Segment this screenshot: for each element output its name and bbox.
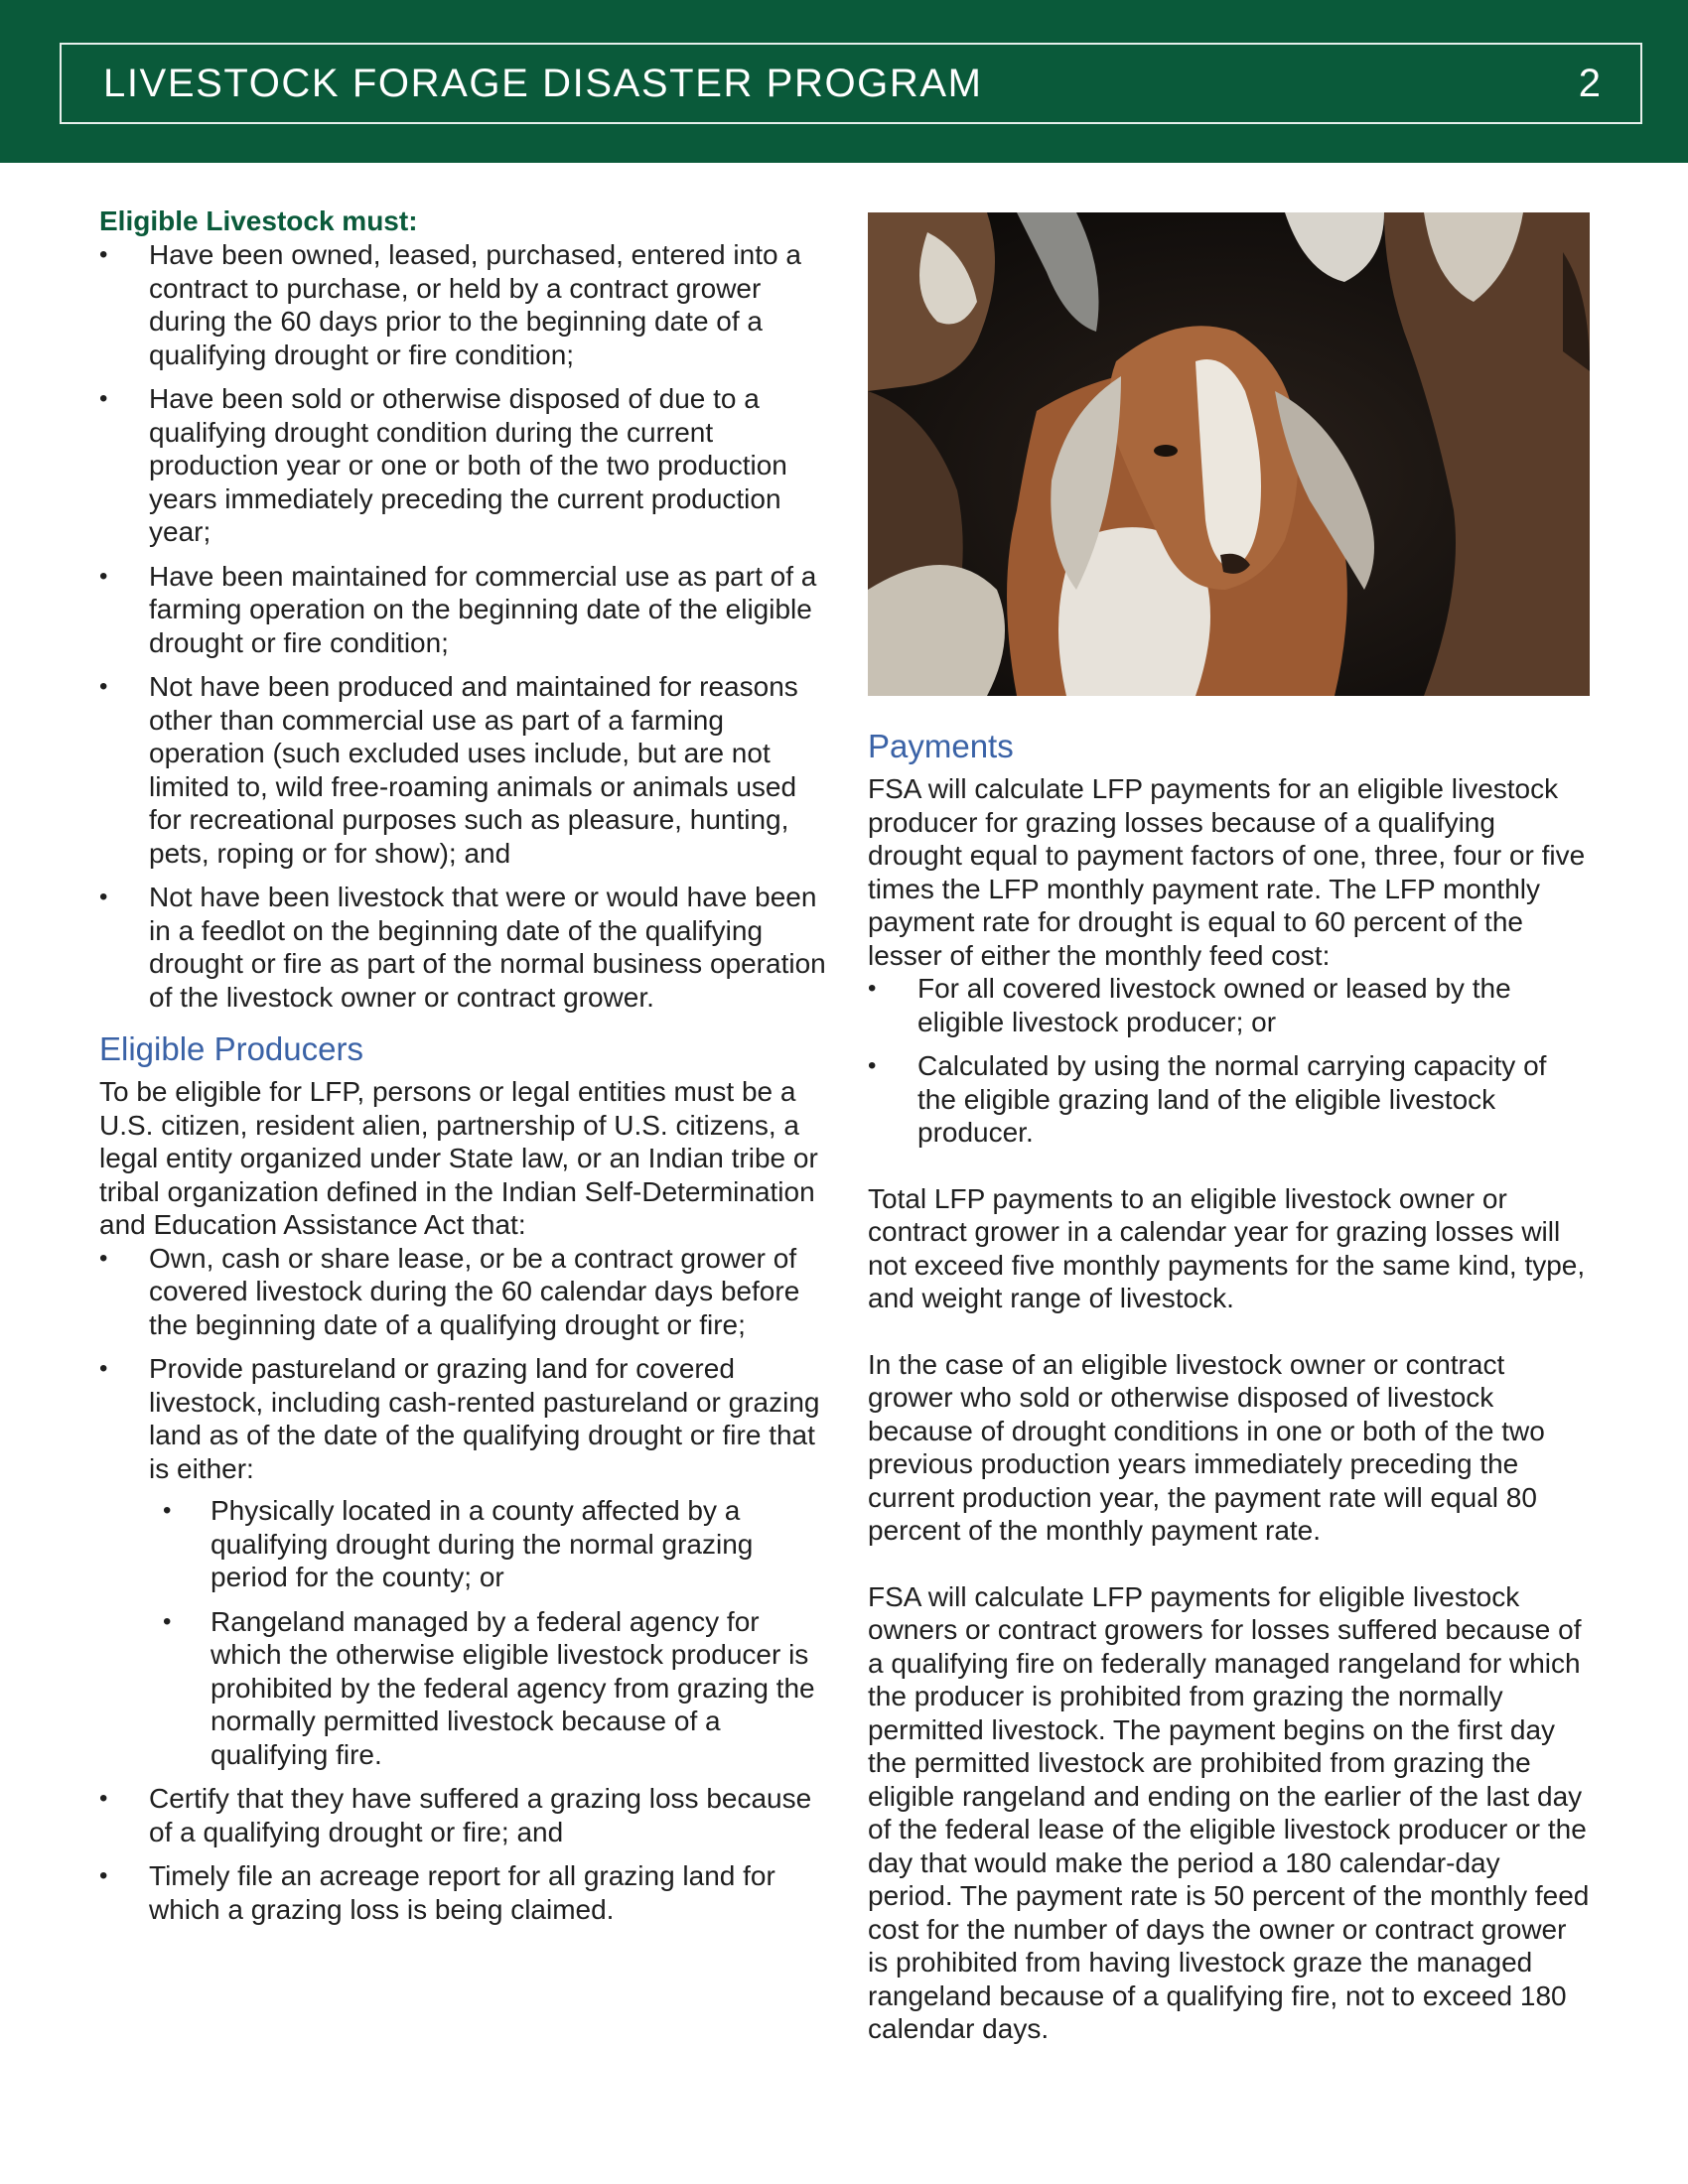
page-header: [0, 0, 1688, 163]
page-number: 2: [1578, 61, 1601, 105]
payments-list: [868, 972, 1590, 1150]
list-item: • Have been maintained for commercial use as part of a farming operation on the beginning date of the eligible drought or fire condition;: [99, 560, 834, 660]
goats-photo: [868, 212, 1590, 696]
eligible-livestock-heading: Eligible Livestock must:: [99, 205, 418, 236]
payments-heading: Payments: [868, 728, 1014, 764]
document-title: LIVESTOCK FORAGE DISASTER PROGRAM: [103, 61, 983, 105]
eligible-producers-intro: To be eligible for LFP, persons or legal entities must be a U.S. citizen, resident alien, partnership of U.S. citizens, a legal entity organized under State law, or an Indian tribe or tribal organization defined in the Indian Self-Determination and Education Assistance Act that:: [99, 1076, 818, 1240]
list-item: • For all covered livestock owned or leased by the eligible livestock producer; or: [868, 972, 1590, 1038]
list-item: • Have been owned, leased, purchased, entered into a contract to purchase, or held by a contract grower during the 60 days prior to the beginning date of a qualifying drought or fire condition;: [99, 238, 834, 371]
payments-paragraph: FSA will calculate LFP payments for eligible livestock owners or contract growers for losses suffered because of a qualifying fire on federally managed rangeland for which the producer is prohibited from grazing the normally permitted livestock. The payment begins on the first day the permitted livestock are prohibited from grazing the eligible rangeland and ending on the earlier of the last day of the federal lease of the eligible livestock producer or the day that would make the period a 180 calendar-day period. The payment rate is 50 percent of the monthly feed cost for the number of days the owner or contract grower is prohibited from having livestock graze the managed rangeland because of a qualifying fire, not to exceed 180 calendar days.: [868, 1580, 1590, 2044]
sub-list: [163, 1494, 834, 1771]
eligible-producers-list: [99, 1242, 834, 1927]
goats-illustration: [868, 212, 1590, 696]
list-item: • Not have been livestock that were or would have been in a feedlot on the beginning date of the qualifying drought or fire as part of the normal business operation of the livestock owner or contract grower.: [99, 881, 834, 1014]
list-item: • Not have been produced and maintained for reasons other than commercial use as part of a farming operation (such excluded uses include, but are not limited to, wild free-roaming animals or animals used for recreational purposes such as pleasure, hunting, pets, roping or for show); and: [99, 670, 834, 870]
list-item-text: Provide pastureland or grazing land for covered livestock, including cash-rented pastureland or grazing land as of the date of the qualifying drought or fire that is either:: [149, 1353, 820, 1484]
sub-list-item: • Rangeland managed by a federal agency for which the otherwise eligible livestock producer is prohibited by the federal agency from grazing the normally permitted livestock because of a qualifying fire.: [163, 1605, 834, 1772]
header-frame: [60, 43, 1642, 124]
list-item: • Calculated by using the normal carrying capacity of the eligible grazing land of the eligible livestock producer.: [868, 1049, 1590, 1150]
list-item: • Timely file an acreage report for all grazing land for which a grazing loss is being claimed.: [99, 1859, 834, 1926]
list-item: • Have been sold or otherwise disposed of due to a qualifying drought condition during the current production year or one or both of the two production years immediately preceding the current production year;: [99, 382, 834, 549]
eligible-producers-heading: Eligible Producers: [99, 1030, 363, 1067]
payments-paragraph: Total LFP payments to an eligible livestock owner or contract grower in a calendar year for grazing losses will not exceed five monthly payments for the same kind, type, and weight range of livestock.: [868, 1182, 1586, 1313]
list-item: [99, 1352, 834, 1771]
payments-intro: FSA will calculate LFP payments for an eligible livestock producer for grazing losses because of a qualifying drought equal to payment factors of one, three, four or five times the LFP monthly payment rate. The LFP monthly payment rate for drought is equal to 60 percent of the lesser of either the monthly feed cost:: [868, 773, 1586, 971]
list-item: • Own, cash or share lease, or be a contract grower of covered livestock during the 60 calendar days before the beginning date of a qualifying drought or fire;: [99, 1242, 834, 1342]
payments-paragraph: In the case of an eligible livestock owner or contract grower who sold or otherwise disposed of livestock because of drought conditions in one or both of the two previous production years immediately preceding the current production year, the payment rate will equal 80 percent of the monthly payment rate.: [868, 1348, 1545, 1546]
sub-list-item: • Physically located in a county affected by a qualifying drought during the normal grazing period for the county; or: [163, 1494, 834, 1594]
list-item: • Certify that they have suffered a grazing loss because of a qualifying drought or fire; and: [99, 1782, 834, 1848]
eligible-livestock-list: [99, 238, 834, 1014]
payments-section: [868, 727, 1590, 2046]
left-column: [99, 205, 834, 1937]
